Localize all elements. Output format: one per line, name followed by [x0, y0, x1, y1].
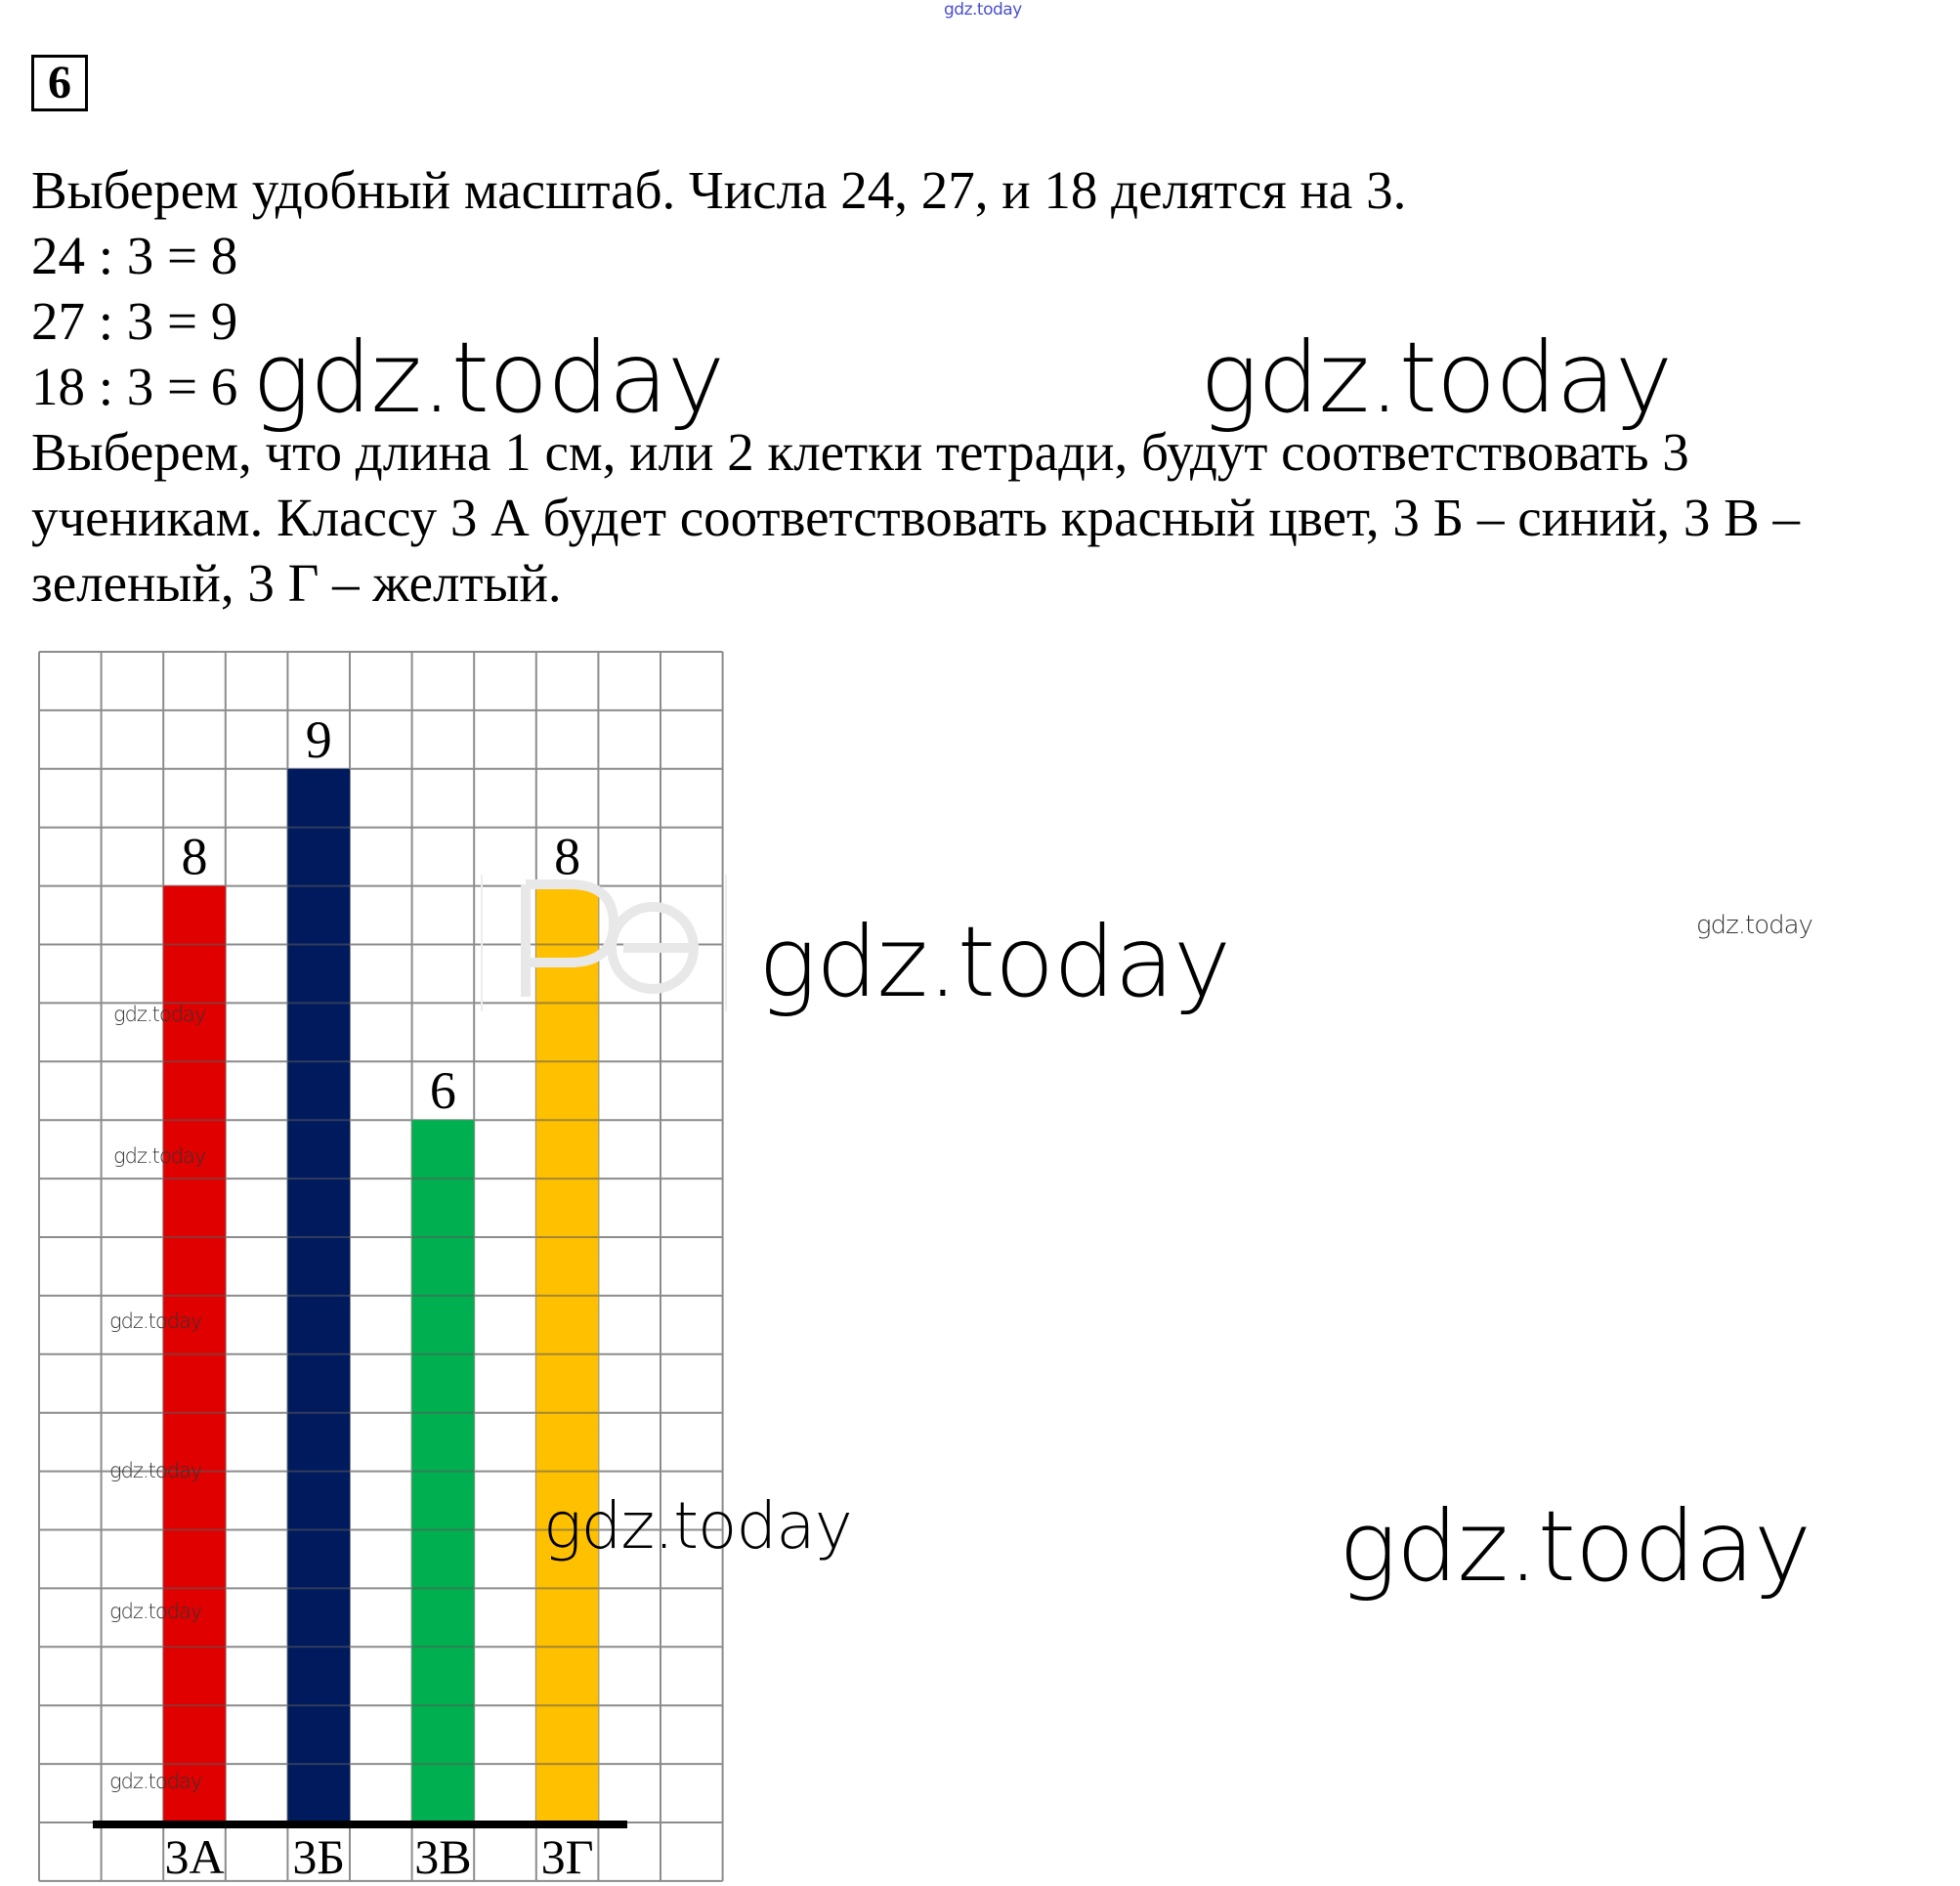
watermark-large-2: gdz.today	[1200, 321, 1673, 435]
watermark-tiny-6: gdz.today	[109, 1770, 202, 1793]
explanation-line-3: зеленый, 3 Г – желтый.	[31, 553, 562, 613]
watermark-large-1: gdz.today	[252, 321, 725, 435]
intro-text: Выберем удобный масштаб. Числа 24, 27, и 18 делятся на 3.	[31, 160, 1407, 220]
bar-value-label: 6	[429, 1061, 456, 1121]
watermark-tiny-1: gdz.today	[113, 1003, 206, 1026]
watermark-large-4: gdz.today	[1339, 1489, 1811, 1604]
category-label: 3В	[414, 1828, 472, 1884]
watermark-tiny-3: gdz.today	[109, 1309, 202, 1333]
category-label: 3Г	[540, 1828, 594, 1884]
watermark-large-3: gdz.today	[758, 905, 1231, 1019]
watermark-tiny-4: gdz.today	[109, 1459, 202, 1482]
category-label: 3А	[164, 1828, 225, 1884]
bar-value-label: 9	[305, 709, 332, 769]
equation-1: 24 : 3 = 8	[31, 226, 238, 285]
watermark-medium: gdz.today	[543, 1488, 852, 1564]
explanation-line-1: Выберем, что длина 1 см, или 2 клетки тетради, будут соответствовать 3	[31, 422, 1689, 482]
watermark-small: gdz.today	[1696, 911, 1812, 940]
watermark-tiny-5: gdz.today	[109, 1600, 202, 1623]
faded-logo-icon	[477, 870, 731, 1016]
equation-2: 27 : 3 = 9	[31, 291, 238, 351]
equation-3: 18 : 3 = 6	[31, 357, 238, 416]
site-watermark-top: gdz.today	[944, 0, 1022, 20]
bar-value-label: 8	[181, 827, 208, 886]
watermark-tiny-2: gdz.today	[113, 1144, 206, 1168]
explanation-line-2: ученикам. Классу 3 А будет соответствовать красный цвет, 3 Б – синий, 3 В –	[31, 488, 1801, 547]
bar-value-label: 8	[554, 827, 581, 886]
category-label: 3Б	[292, 1828, 346, 1884]
task-number-badge: 6	[31, 55, 88, 111]
